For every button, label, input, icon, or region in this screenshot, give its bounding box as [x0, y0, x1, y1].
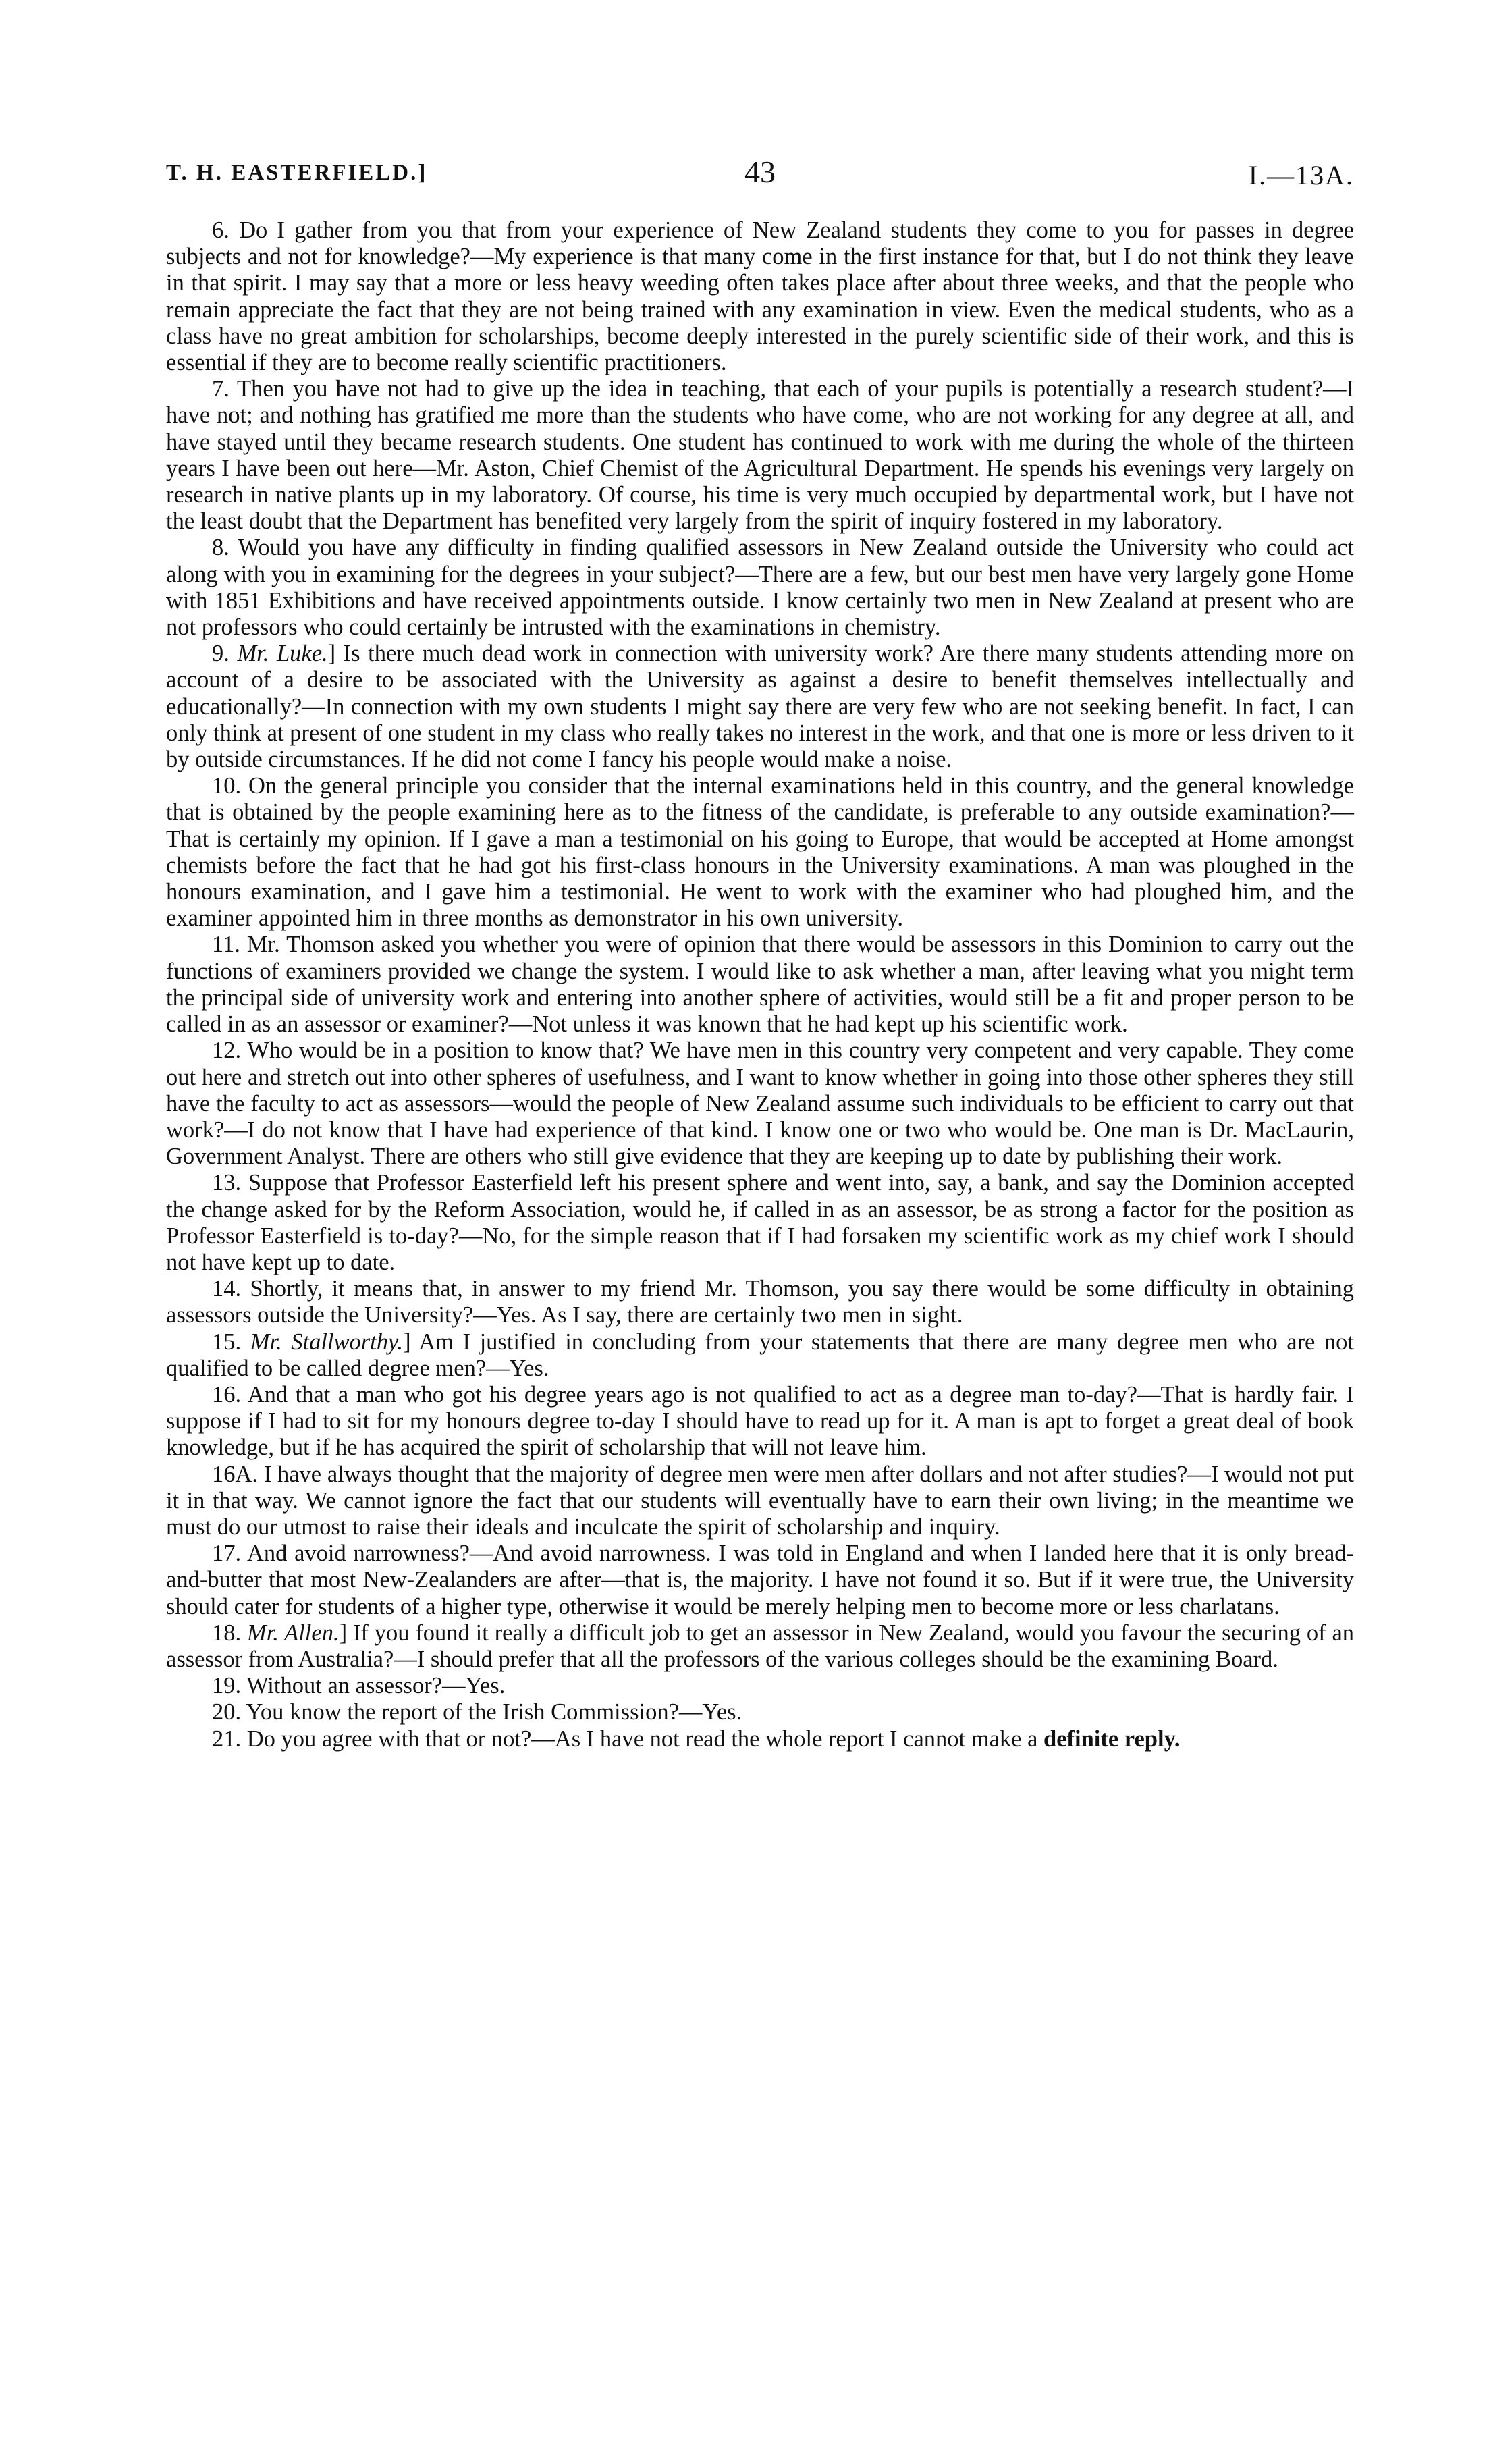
question-11: 11. Mr. Thomson asked you whether you were of opinion that there would be assessors in this Dominion to carry out the functions of examiners provided we change the system. I would like to ask whether a man, after leaving what you might term the principal side of university work and entering into another sphere of activities, would still be a fit and proper person to be called in as an assessor or examiner?—Not unless it was known that he had kept up his scientific work.	[166, 932, 1354, 1038]
question-10: 10. On the general principle you consider that the internal examinations held in this country, and the general knowledge that is obtained by the people examining here as to the fitness of the candidate, is preferable to any outside examination?—That is certainly my opinion. If I gave a man a testimonial on his going to Europe, that would be accepted at Home amongst chemists before the fact that he had got his first-class honours in the University examinations. A man was ploughed in the honours examination, and I gave him a testimonial. He went to work with the examiner who had ploughed him, and the examiner appointed him in three months as demonstrator in his own university.	[166, 773, 1354, 932]
document-reference: I.—13A.	[1248, 160, 1354, 190]
question-19: 19. Without an assessor?—Yes.	[212, 1673, 506, 1699]
page-header	[166, 154, 1354, 194]
witness-name: T. H. EASTERFIELD.]	[166, 161, 428, 185]
question-7: 7. Then you have not had to give up the idea in teaching, that each of your pupils is potentially a research student?—I have not; and nothing has gratified me more than the students who have come, who are not working for any degree at all, and have stayed until they became research students. One student has continued to work with me during the whole of the thirteen years I have been out here—Mr. Aston, Chief Chemist of the Agricultural Department. He spends his evenings very largely on research in native plants up in my laboratory. Of course, his time is very much occupied by departmental work, but I have not the least doubt that the Department has benefited very largely from the spirit of inquiry fostered in my laboratory.	[166, 376, 1354, 535]
question-8: 8. Would you have any difficulty in finding qualified assessors in New Zealand outside the University who could act along with you in examining for the degrees in your subject?—There are a few, but our best men have very largely gone Home with 1851 Exhibitions and have received appointments outside. I know certainly two men in New Zealand at present who are not professors who could certainly be intrusted with the examinations in chemistry.	[166, 535, 1354, 641]
question-14: 14. Shortly, it means that, in answer to my friend Mr. Thomson, you say there would be some difficulty in obtaining assessors outside the University?—Yes. As I say, there are certainly two men in sight.	[166, 1276, 1354, 1329]
speaker-name: Mr. Stallworthy.	[250, 1329, 404, 1355]
closing-words: definite reply.	[1043, 1725, 1181, 1752]
question-20: 20. You know the report of the Irish Commission?—Yes.	[212, 1699, 742, 1725]
speaker-name: Mr. Luke.	[237, 641, 328, 667]
question-12: 12. Who would be in a position to know that? We have men in this country very competent and very capable. They come out here and stretch out into other spheres of usefulness, and I want to know whether in going into those other spheres they still have the faculty to act as assessors—would the people of New Zealand assume such individuals to be efficient to carry out that work?—I do not know that I have had experience of that kind. I know one or two who would be. One man is Dr. MacLaurin, Government Analyst. There are others who still give evidence that they are keeping up to date by publishing their work.	[166, 1038, 1354, 1170]
question-13: 13. Suppose that Professor Easterfield left his present sphere and went into, say, a bank, and say the Dominion accepted the change asked for by the Reform Association, would he, if called in as an assessor, be as strong a factor for the position as Professor Easterfield is to-day?—No, for the simple reason that if I had forsaken my scientific work as my chief work I should not have kept up to date.	[166, 1170, 1354, 1275]
page-number: 43	[744, 155, 776, 189]
question-16a: 16A. I have always thought that the majority of degree men were men after dollars and not after studies?—I would not put it in that way. We cannot ignore the fact that our students will eventually have to earn their own living; in the meantime we must do our utmost to raise their ideals and inculcate the spirit of scholarship and inquiry.	[166, 1461, 1354, 1540]
question-16: 16. And that a man who got his degree years ago is not qualified to act as a degree man to-day?—That is hardly fair. I suppose if I had to sit for my honours degree to-day I should have to read up for it. A man is apt to forget a great deal of book knowledge, but if he has acquired the spirit of scholarship that will not leave him.	[166, 1381, 1354, 1461]
question-21: 21. Do you agree with that or not?—As I have not read the whole report I cannot make a definite reply.	[212, 1725, 1181, 1752]
question-9: 9. Mr. Luke.] Is there much dead work in connection with university work? Are there many students attending more on account of a desire to be associated with the University as against a desire to benefit themselves intellectually and educationally?—In connection with my own students I might say there are very few who are not seeking benefit. In fact, I can only think at present of one student in my class who really takes no interest in the work, and that one is more or less driven to it by outside circumstances. If he did not come I fancy his people would make a noise.	[166, 641, 1355, 773]
question-17: 17. And avoid narrowness?—And avoid narrowness. I was told in England and when I landed here that it is only bread-and-butter that most New-Zealanders are after—that is, the majority. I have not found it so. But if it were true, the University should cater for students of a higher type, otherwise it would be merely helping men to become more or less charlatans.	[166, 1541, 1354, 1619]
speaker-name: Mr. Allen.	[246, 1619, 340, 1646]
question-15: 15. Mr. Stallworthy.] Am I justified in concluding from your statements that there are many degree men who are not qualified to be called degree men?—Yes.	[166, 1329, 1355, 1381]
question-18: 18. Mr. Allen.] If you found it really a difficult job to get an assessor in New Zealand, would you favour the securing of an assessor from Australia?—I should prefer that all the professors of the various colleges should be the examining Board.	[166, 1619, 1355, 1672]
testimony-body	[166, 217, 1354, 1752]
question-6: 6. Do I gather from you that from your experience of New Zealand students they come to you for passes in degree subjects and not for knowledge?—My experience is that many come in the first instance for that, but I do not think they leave in that spirit. I may say that a more or less heavy weeding often takes place after about three weeks, and that the people who remain appreciate the fact that they are not being trained with any examination in view. Even the medical students, who as a class have no great ambition for scholarships, become deeply interested in the purely scientific side of their work, and this is essential if they are to become really scientific practitioners.	[166, 217, 1354, 376]
